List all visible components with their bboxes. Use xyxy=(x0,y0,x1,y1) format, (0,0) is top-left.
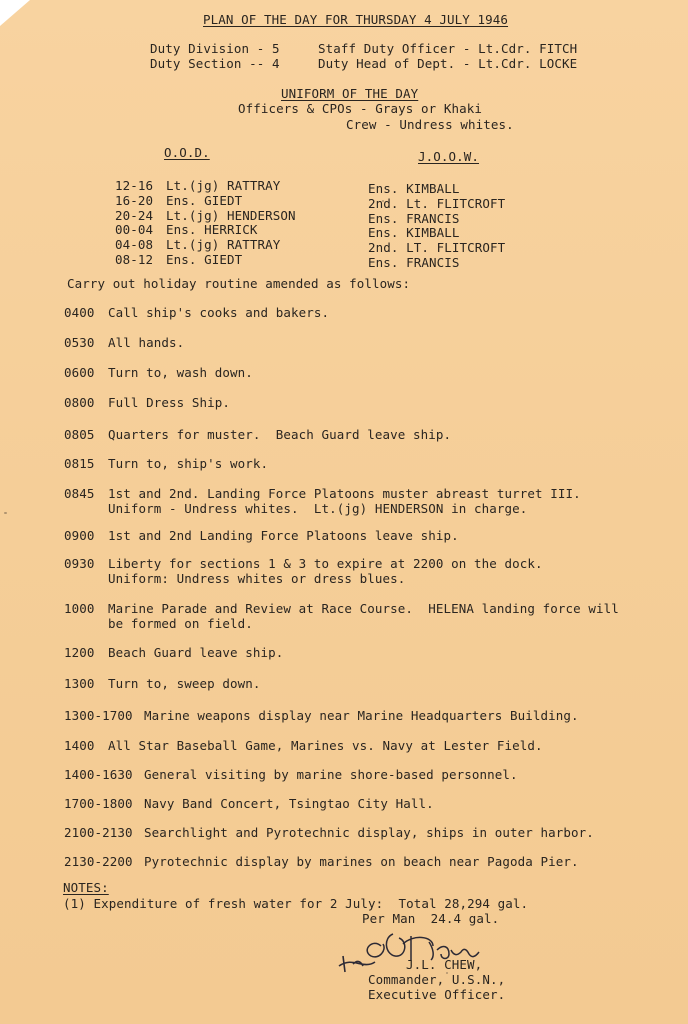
schedule-text: All hands. xyxy=(108,335,185,350)
uniform-crew: Crew - Undress whites. xyxy=(346,117,514,132)
paper-speck xyxy=(4,512,7,514)
signature-rank: Commander, U.S.N., xyxy=(368,972,506,987)
ood-name: Ens. GIEDT xyxy=(166,193,243,208)
schedule-time: 1200 xyxy=(64,645,95,660)
ood-heading: O.O.D. xyxy=(164,145,210,160)
schedule-text: Turn to, sweep down. xyxy=(108,676,261,691)
schedule-time: 0805 xyxy=(64,427,95,442)
schedule-time: 0800 xyxy=(64,395,95,410)
schedule-text: Marine weapons display near Marine Headquarters Building. xyxy=(144,708,579,723)
schedule-text: All Star Baseball Game, Marines vs. Navy at Lester Field. xyxy=(108,738,543,753)
schedule-text: 1st and 2nd Landing Force Platoons leave ship. xyxy=(108,528,459,543)
schedule-time: 0600 xyxy=(64,365,95,380)
duty-head-of-dept: Duty Head of Dept. - Lt.Cdr. LOCKE xyxy=(318,56,578,71)
uniform-officers: Officers & CPOs - Grays or Khaki xyxy=(238,101,483,116)
schedule-time: 2130-2200 xyxy=(64,854,133,869)
notes-line-1: (1) Expenditure of fresh water for 2 July: Total 28,294 gal. xyxy=(63,896,529,911)
schedule-time: 0400 xyxy=(64,305,95,320)
schedule-text: Quarters for muster. Beach Guard leave ship. xyxy=(108,427,452,442)
watch-time: 08-12 xyxy=(115,252,154,267)
schedule-text: Turn to, ship's work. xyxy=(108,456,269,471)
schedule-time: 1700-1800 xyxy=(64,796,133,811)
watch-time: 16-20 xyxy=(115,193,154,208)
jood-heading: J.O.O.W. xyxy=(418,149,480,164)
signature-title: Executive Officer. xyxy=(368,987,506,1002)
ood-name: Lt.(jg) HENDERSON xyxy=(166,208,296,223)
schedule-text: Uniform: Undress whites or dress blues. xyxy=(108,571,406,586)
schedule-time: 1000 xyxy=(64,601,95,616)
schedule-text: 1st and 2nd. Landing Force Platoons muster abreast turret III. xyxy=(108,486,581,501)
schedule-text: Searchlight and Pyrotechnic display, ships in outer harbor. xyxy=(144,825,594,840)
schedule-text: Pyrotechnic display by marines on beach near Pagoda Pier. xyxy=(144,854,579,869)
schedule-time: 0930 xyxy=(64,556,95,571)
jood-name: Ens. KIMBALL xyxy=(368,225,460,240)
ood-name: Lt.(jg) RATTRAY xyxy=(166,237,281,252)
schedule-text: Navy Band Concert, Tsingtao City Hall. xyxy=(144,796,434,811)
schedule-time: 0900 xyxy=(64,528,95,543)
schedule-time: 0815 xyxy=(64,456,95,471)
watch-time: 00-04 xyxy=(115,222,154,237)
jood-name: Ens. FRANCIS xyxy=(368,255,460,270)
signature-name: J.L. CHEW, xyxy=(406,957,483,972)
jood-name: Ens. FRANCIS xyxy=(368,211,460,226)
ood-name: Ens. GIEDT xyxy=(166,252,243,267)
schedule-text: Uniform - Undress whites. Lt.(jg) HENDERSON in charge. xyxy=(108,501,528,516)
schedule-text: Turn to, wash down. xyxy=(108,365,253,380)
watch-time: 20-24 xyxy=(115,208,154,223)
staff-duty-officer: Staff Duty Officer - Lt.Cdr. FITCH xyxy=(318,41,578,56)
jood-name: 2nd. LT. FLITCROFT xyxy=(368,240,506,255)
intro-text: Carry out holiday routine amended as follows: xyxy=(67,276,411,291)
duty-division: Duty Division - 5 xyxy=(150,41,280,56)
schedule-time: 1400-1630 xyxy=(64,767,133,782)
page-title: PLAN OF THE DAY FOR THURSDAY 4 JULY 1946 xyxy=(203,12,509,27)
schedule-time: 0530 xyxy=(64,335,95,350)
schedule-text: Call ship's cooks and bakers. xyxy=(108,305,330,320)
schedule-text: Marine Parade and Review at Race Course. HELENA landing force will xyxy=(108,601,619,616)
notes-heading: NOTES: xyxy=(63,880,109,895)
schedule-time: 0845 xyxy=(64,486,95,501)
watch-time: 12-16 xyxy=(115,178,154,193)
schedule-text: Full Dress Ship. xyxy=(108,395,231,410)
schedule-time: 1400 xyxy=(64,738,95,753)
watch-time: 04-08 xyxy=(115,237,154,252)
ood-name: Lt.(jg) RATTRAY xyxy=(166,178,281,193)
uniform-heading: UNIFORM OF THE DAY xyxy=(281,86,419,101)
schedule-text: be formed on field. xyxy=(108,616,253,631)
jood-name: 2nd. Lt. FLITCROFT xyxy=(368,196,506,211)
schedule-text: Beach Guard leave ship. xyxy=(108,645,284,660)
torn-corner xyxy=(0,0,30,26)
schedule-time: 1300 xyxy=(64,676,95,691)
ood-name: Ens. HERRICK xyxy=(166,222,258,237)
schedule-text: Liberty for sections 1 & 3 to expire at 2200 on the dock. xyxy=(108,556,543,571)
duty-section: Duty Section -- 4 xyxy=(150,56,280,71)
schedule-time: 2100-2130 xyxy=(64,825,133,840)
schedule-time: 1300-1700 xyxy=(64,708,133,723)
jood-name: Ens. KIMBALL xyxy=(368,181,460,196)
schedule-text: General visiting by marine shore-based personnel. xyxy=(144,767,518,782)
notes-line-2: Per Man 24.4 gal. xyxy=(362,911,500,926)
